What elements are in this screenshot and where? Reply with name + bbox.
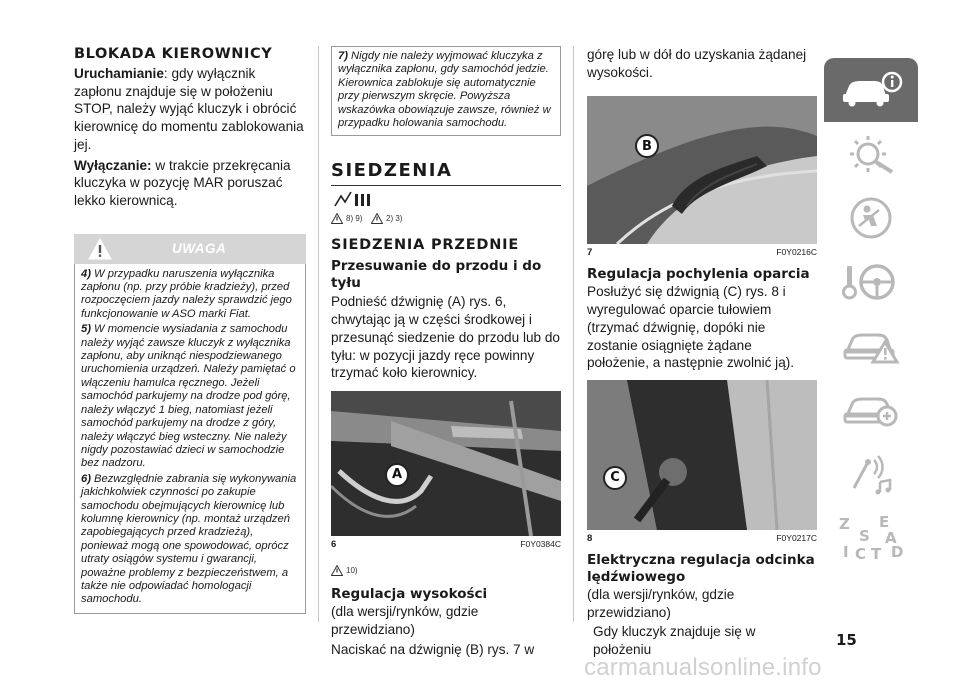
figure-code: F0Y0384C [520,538,561,549]
chapter-sidebar [824,58,918,570]
warning-box [74,264,306,614]
tab-starting-driving[interactable] [824,250,918,314]
height-paragraph-continued: górę lub w dół do uzyskania żądanej wysokości. [587,47,807,80]
index-letter: E [879,513,890,531]
multimedia-icon [846,452,896,496]
height-heading: Regulacja wysokości [331,585,488,602]
steering-lock-deactivation [74,157,306,210]
refs-row [331,212,561,226]
figure-8-caption [587,533,817,544]
height-paragraph: Naciskać na dźwignię (B) rys. 7 w [331,642,535,658]
backrest-paragraph: Posłużyć się dźwignią (C) rys. 8 i wyregulować oparcie tułowiem (trzymać dźwignię, dopóki nie zostanie osiągnięte żądane położenie, a następnie zwolnić ją). [587,284,795,371]
index-letter: S [859,527,870,545]
figure-number: 7 [587,247,593,259]
ref-10-row [331,564,561,578]
column-2 [331,46,561,659]
tab-multimedia[interactable] [824,442,918,506]
seat-rail-illustration [331,391,561,536]
seats-icons-row [331,190,561,210]
figure-badge-a: A [385,463,409,487]
warning-item-7: 7) Nigdy nie należy wyjmować kluczyka z wyłącznika zapłonu, gdy samochód jedzie. Kierownica zablokuje się automatycznie przy pierwszym skręcie. Powyższa wskazówka obowiązuje zawsze, również w przypadku holowania samochodu. [338,50,551,130]
car-info-icon [839,70,903,110]
seat-height-lever-illustration [587,96,817,244]
figure-number: 6 [331,538,337,550]
steering-key-icon [841,260,901,304]
engine-start-icon [331,190,375,210]
seats-title: SIEDZENIA [331,160,453,182]
index-letter: C [855,545,867,563]
height-availability: (dla wersji/rynków, gdzie przewidziano) [331,603,479,637]
tab-maintenance[interactable] [824,378,918,442]
tab-index[interactable] [824,506,918,570]
figure-badge-b: B [635,134,659,158]
figure-code: F0Y0216C [776,247,817,258]
figure-badge-c: C [603,466,627,490]
tab-emergency[interactable] [824,314,918,378]
warning-ref-icon [331,213,343,224]
figure-code: F0Y0217C [776,532,817,543]
attention-ref-icon [371,213,383,224]
figure-6-caption [331,539,561,550]
index-letter: Z [839,515,850,533]
front-seats-title: SIEDZENIA PRZEDNIE [331,237,520,254]
page-number: 15 [836,631,857,649]
figure-6 [331,391,561,536]
move-heading: Przesuwanie do przodu i do tyłu [331,258,542,292]
maintenance-icon [841,390,901,430]
index-letter: D [891,543,904,561]
lumbar-heading: Elektryczna regulacja odcinka lędźwiowego [587,551,815,585]
warning-triangle-icon [88,238,112,260]
lumbar-availability: (dla wersji/rynków, gdzie przewidziano) [587,586,735,620]
lumbar-paragraph: Gdy kluczyk znajduje się w położeniu [593,624,756,658]
figure-7-caption [587,247,817,258]
figure-number: 8 [587,532,593,544]
airbag-safety-icon [849,196,893,240]
activation-label: Uruchamianie [74,66,164,81]
ref-10: 10) [346,565,358,575]
activation-text: : gdy wyłącznik zapłonu znajduje się w położeniu STOP, należy wyjąć kluczyk i obrócić kierownicę do momentu zablokowania jej. [74,66,304,152]
figure-8 [587,380,817,530]
backrest-lever-illustration [587,380,817,530]
title-rule [331,185,561,186]
warning-item-5: 5) W momencie wysiadania z samochodu należy wyjąć zawsze kluczyk z wyłącznika zapłonu, aby uniknąć niespodziewanego uruchomienia urządzeń. Należy pamiętać o włączeniu hamulca ręcznego. Jeżeli samochód parkujemy na drodze pod górę, należy włączyć 1 bieg, natomiast jeżeli samochód parkujemy na drodze z góry, należy włączyć bieg wsteczny. Nie należy nigdy pozostawiać dzieci w samochodzie bez nadzoru. [81,323,296,470]
index-letter: I [843,543,849,561]
tab-car-info[interactable] [824,58,918,122]
tab-dashboard[interactable] [824,122,918,186]
watermark: carmanualsonline.info [584,654,822,681]
index-icon [831,511,911,565]
deactivation-label: Wyłączanie: [74,157,152,173]
tab-safety[interactable] [824,186,918,250]
warning-label: UWAGA [172,240,227,256]
warning-box-continued [331,46,561,136]
warning-item-6: 6) Bezwzględnie zabrania się wykonywania jakichkolwiek czynności po zakupie samochodu obejmujących kierownicę lub kolumnę kierownicy (np. montaż urządzeń zapobiegających przed kradzieżą), ponieważ mogą one spowodować, oprócz utraty osiągów systemu i gwarancji, poważne problemy z bezpieczeństwem, a także nie odpowiadać homologacji samochodu. [81,472,297,606]
column-3 [587,46,817,659]
warning-item-4: 4) W przypadku naruszenia wyłącznika zapłonu (np. przy próbie kradzieży), przed rozpoczęciem jazdy należy sprawdzić jego funkcjonowanie w ASO marki Fiat. [81,267,292,320]
breakdown-icon [841,326,901,366]
backrest-heading: Regulacja pochylenia oparcia [587,266,810,283]
column-divider [318,46,319,622]
column-1 [74,46,306,614]
index-letter: A [885,529,897,547]
index-letter: T [871,545,882,563]
warning-header [74,234,306,264]
move-paragraph: Podnieść dźwignię (A) rys. 6, chwytając ją w części środkowej i przesunąć siedzenie do przodu lub do tyłu: w pozycji jazdy ręce powinny trzymać koło kierownicy. [331,294,560,381]
attention-refs: 2) 3) [386,214,403,224]
dashboard-lights-icon [846,132,896,176]
attention-ref-icon [331,565,343,576]
warning-refs: 8) 9) [346,214,363,224]
column-divider [573,46,574,622]
deactivation-text: w trakcie przekręcania kluczyka w pozycję MAR poruszać lekko kierownicą. [74,157,291,208]
seats-section [331,160,561,382]
steering-lock-activation [74,65,306,154]
steering-lock-title: BLOKADA KIEROWNICY [74,46,273,62]
figure-7 [587,96,817,244]
